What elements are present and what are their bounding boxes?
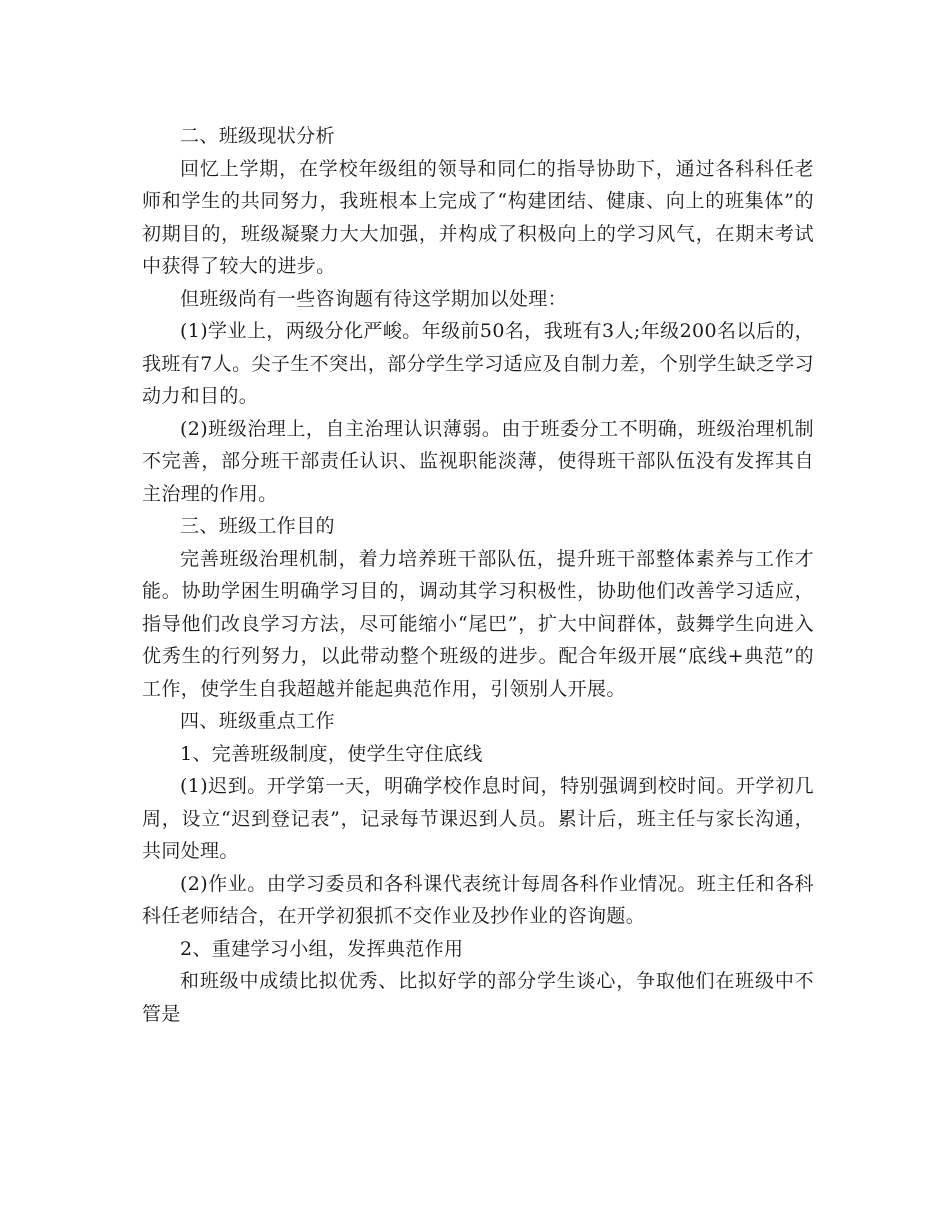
- paragraph-issue-academic: (1)学业上，两级分化严峻。年级前50名，我班有3人;年级200名以后的，我班有7人。尖子生不突出，部分学生学习适应及自制力差，个别学生缺乏学习动力和目的。: [142, 320, 814, 407]
- paragraph-review: 回忆上学期，在学校年级组的领导和同仁的指导协助下，通过各科科任老师和学生的共同努力，我班根本上完成了“构建团结、健康、向上的班集体”的初期目的，班级凝聚力大大加强，并构成了积极向上的学习风气，在期末考试中获得了较大的进步。: [142, 157, 814, 277]
- paragraph-study-groups: 和班级中成绩比拟优秀、比拟好学的部分学生谈心，争取他们在班级中不管是: [142, 970, 814, 1025]
- section-heading-goals: 三、班级工作目的: [180, 515, 335, 537]
- paragraph-homework: (2)作业。由学习委员和各科课代表统计每周各科作业情况。班主任和各科科任老师结合，在开学初狠抓不交作业及抄作业的咨询题。: [142, 872, 814, 927]
- paragraph-issue-management: (2)班级治理上，自主治理认识薄弱。由于班委分工不明确，班级治理机制不完善，部分班干部责任认识、监视职能淡薄，使得班干部队伍没有发挥其自主治理的作用。: [142, 417, 814, 505]
- document-body: [142, 120, 814, 1030]
- section-heading-key-work: 四、班级重点工作: [180, 710, 335, 732]
- paragraph-lateness: (1)迟到。开学第一天，明确学校作息时间，特别强调到校时间。开学初几周，设立“迟到登记表”，记录每节课迟到人员。累计后，班主任与家长沟通，共同处理。: [142, 775, 814, 862]
- paragraph-goals: 完善班级治理机制，着力培养班干部队伍，提升班干部整体素养与工作才能。协助学困生明确学习目的，调动其学习积极性，协助他们改善学习适应，指导他们改良学习方法，尽可能缩小“尾巴”，扩大中间群体，鼓舞学生向进入优秀生的行列努力，以此带动整个班级的进步。配合年级开展“底线+典范”的工作，使学生自我超越并能起典范作用，引领别人开展。: [142, 547, 814, 700]
- paragraph-issues-intro: 但班级尚有一些咨询题有待这学期加以处理：: [180, 287, 568, 310]
- subheading-study-groups: 2、重建学习小组，发挥典范作用: [180, 937, 464, 960]
- section-heading-status: 二、班级现状分析: [180, 125, 335, 147]
- subheading-rules: 1、完善班级制度，使学生守住底线: [180, 742, 483, 765]
